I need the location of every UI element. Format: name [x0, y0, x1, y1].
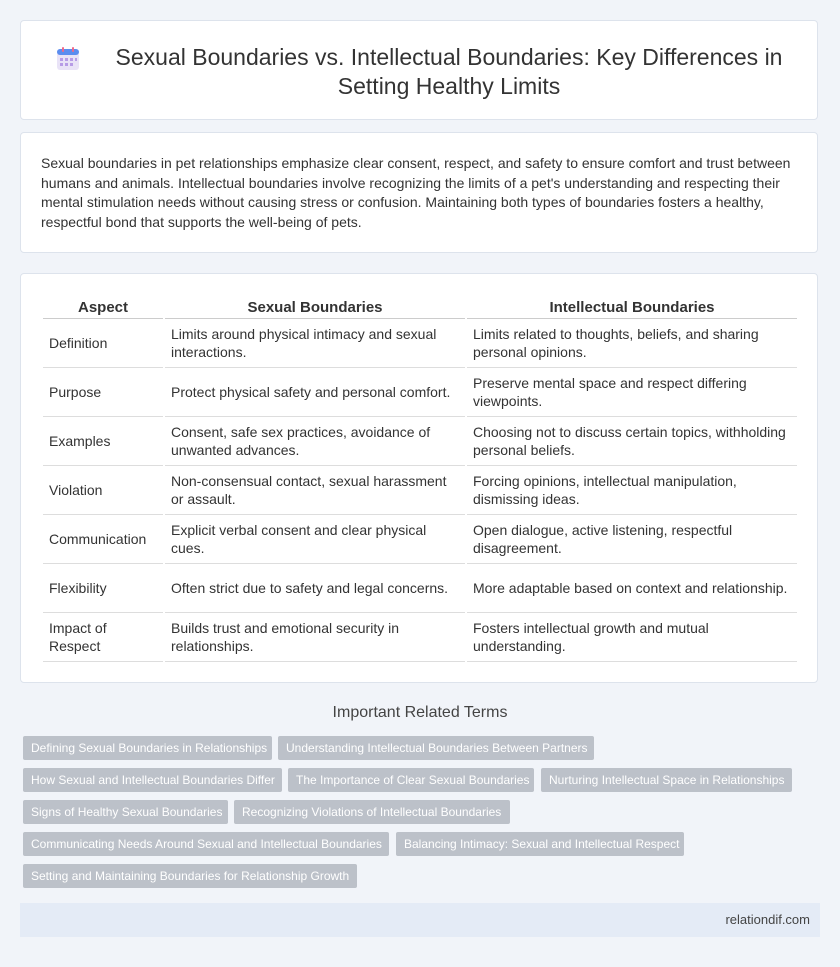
related-term-tag[interactable]: The Importance of Clear Sexual Boundaries [288, 768, 534, 792]
calendar-icon [55, 46, 81, 72]
table-cell: Violation [43, 466, 163, 515]
table-row [43, 417, 797, 466]
table-cell: Often strict due to safety and legal concerns. [165, 564, 465, 613]
footer [20, 903, 820, 937]
intro-card [20, 132, 818, 253]
table-cell: Impact of Respect [43, 613, 163, 662]
related-term-tag[interactable]: Signs of Healthy Sexual Boundaries [23, 800, 228, 824]
related-term-tag[interactable]: Understanding Intellectual Boundaries Between Partners [278, 736, 594, 760]
intro-text: Sexual boundaries in pet relationships emphasize clear consent, respect, and safety to ensure comfort and trust between humans and animals. Intellectual boundaries involve recognizing the limits of a pet's understanding and respecting their mental stimulation needs without causing stress or confusion. Maintaining both types of boundaries fosters a healthy, respectful bond that supports the well-being of pets. [41, 155, 791, 230]
table-row [43, 368, 797, 417]
table-cell: Preserve mental space and respect differing viewpoints. [467, 368, 797, 417]
site-name[interactable]: relationdif.com [725, 912, 810, 927]
comparison-table [41, 296, 799, 662]
related-term-tag[interactable]: Balancing Intimacy: Sexual and Intellectual Respect [396, 832, 684, 856]
table-row [43, 613, 797, 662]
table-cell: Limits related to thoughts, beliefs, and sharing personal opinions. [467, 319, 797, 368]
column-header: Intellectual Boundaries [467, 296, 797, 319]
related-term-tag[interactable]: Nurturing Intellectual Space in Relationships [541, 768, 792, 792]
page-title: Sexual Boundaries vs. Intellectual Boundaries: Key Differences in Setting Healthy Limits [115, 44, 783, 99]
table-row [43, 515, 797, 564]
table-row [43, 466, 797, 515]
related-term-tag[interactable]: Communicating Needs Around Sexual and Intellectual Boundaries [23, 832, 389, 856]
table-cell: Examples [43, 417, 163, 466]
header-card [20, 20, 818, 120]
table-cell: Purpose [43, 368, 163, 417]
table-cell: Limits around physical intimacy and sexual interactions. [165, 319, 465, 368]
table-cell: Choosing not to discuss certain topics, withholding personal beliefs. [467, 417, 797, 466]
table-row [43, 319, 797, 368]
table-cell: Communication [43, 515, 163, 564]
related-term-tag[interactable]: Defining Sexual Boundaries in Relationships [23, 736, 272, 760]
comparison-card [20, 273, 818, 683]
table-cell: Non-consensual contact, sexual harassment or assault. [165, 466, 465, 515]
related-term-tag[interactable]: Recognizing Violations of Intellectual Boundaries [234, 800, 510, 824]
table-cell: Protect physical safety and personal comfort. [165, 368, 465, 417]
table-cell: Open dialogue, active listening, respectful disagreement. [467, 515, 797, 564]
table-cell: Forcing opinions, intellectual manipulation, dismissing ideas. [467, 466, 797, 515]
table-cell: Builds trust and emotional security in relationships. [165, 613, 465, 662]
table-cell: More adaptable based on context and relationship. [467, 564, 797, 613]
table-cell: Fosters intellectual growth and mutual understanding. [467, 613, 797, 662]
table-cell: Explicit verbal consent and clear physical cues. [165, 515, 465, 564]
table-row [43, 564, 797, 613]
related-term-tag[interactable]: How Sexual and Intellectual Boundaries Differ [23, 768, 282, 792]
table-cell: Flexibility [43, 564, 163, 613]
column-header: Aspect [43, 296, 163, 319]
related-terms-title: Important Related Terms [332, 704, 508, 721]
column-header: Sexual Boundaries [165, 296, 465, 319]
table-cell: Consent, safe sex practices, avoidance of unwanted advances. [165, 417, 465, 466]
related-term-tag[interactable]: Setting and Maintaining Boundaries for Relationship Growth [23, 864, 357, 888]
table-cell: Definition [43, 319, 163, 368]
table-header-row [43, 296, 797, 319]
